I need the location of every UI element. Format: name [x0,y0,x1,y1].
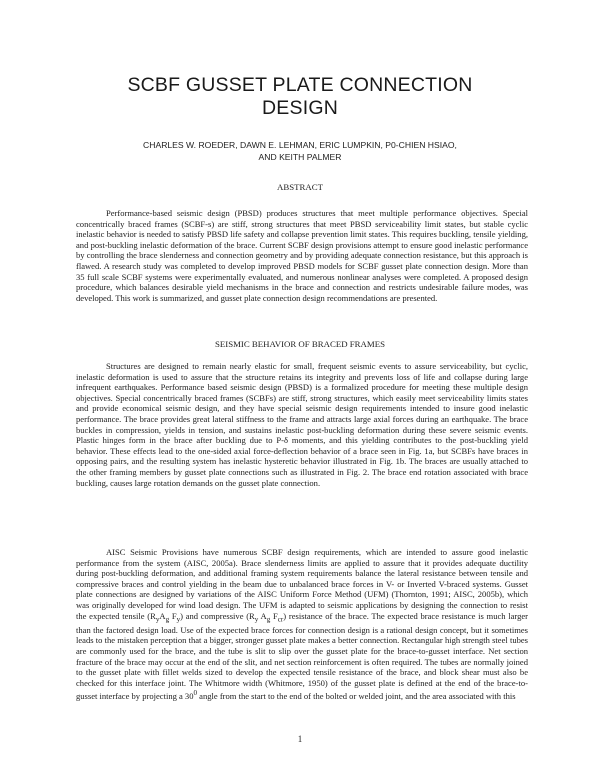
p2-subscript-g-1: g [165,615,170,624]
section-heading-seismic-behavior: SEISMIC BEHAVIOR OF BRACED FRAMES [215,339,385,349]
p2-subscript-ry-2: y [254,615,259,624]
p2-text-part-4: angle from the start to the end of the bolted or welded joint, and the area associated with this [197,691,516,702]
p2-text-part-2: ) and compressive (R [180,610,255,621]
p2-subscript-y-1: y [176,615,181,624]
p2-symbol-f-2: F [270,610,278,621]
p2-subscript-g-2: g [266,615,271,624]
p2-symbol-a-2: A [258,610,267,621]
body-paragraph-1: Structures are designed to remain nearly elastic for small, frequent seismic events to assure serviceability, but cyclic, inelastic deformation is used to assure that the structure retains its integrity and prevents loss of life and collapse during large infrequent earthquakes. Performance based seismic design (PBSD) is a formalized procedure for meeting these multiple design objectives. Special concentrically braced frames (SCBFs) are stiff, strong structures, which easily meet serviceability limits states and provide economical seismic design, and they have special seismic design requirements intended to insure good inelastic performance. The brace provides great lateral stiffness to the frame and attracts large axial forces during an earthquake. The brace buckles in compression, yields in tension, and sustains inelastic post-buckling deformation during these severe seismic events. Plastic hinges form in the brace after buckling due to P-δ moments, and this yielding contributes to the post-buckling yield behavior. These effects lead to the one-sided axial force-deflection behavior of a brace seen in Fig. 1a, but SCBFs have braces in opposing pairs, and the resulting system has inelastic hysteretic behavior illustrated in Fig. 1b. The braces are usually attached to the other framing members by gusset plate connections such as illustrated in Fig. 2. The brace end rotation associated with brace buckling, causes large rotation demands on the gusset plate connection. [76,361,528,488]
p2-subscript-cr: cr [277,615,284,624]
body-paragraph-2 [76,547,528,702]
abstract-heading: ABSTRACT [277,182,323,192]
p2-symbol-a: A [159,610,166,621]
p2-text-part-1: AISC Seismic Provisions have numerous SCBF design requirements, which are intended to assure good inelastic performance from the system (AISC, 2005a). Brace slenderness limits are applied to assure that it provides adequate ductility during post-buckling deformation, and additional framing system requirements balance the lateral resistance between tensile and compressive braces and control yielding in the beam due to unbalanced brace forces in V- or Inverted V-braced systems. Gusset plate connections are designed by variations of the AISC Uniform Force Method (UFM) (Thornton, 1991; AISC, 2005b), which was originally developed for wind load design. The UFM is adapted to seismic applications by designing the connection to resist the expected tensile (R [76,547,528,621]
abstract-paragraph: Performance-based seismic design (PBSD) produces structures that meet multiple performance objectives. Special concentrically braced frames (SCBF-s) are stiff, strong structures that meet PBSD serviceability limit states, but stable cyclic inelastic behavior is needed to satisfy PBSD life safety and collapse prevention limit states. This requires buckling, tensile yielding, and post-buckling inelastic deformation of the brace. Current SCBF design provisions attempt to ensure good inelastic performance by controlling the brace slenderness and connection geometry and by providing adequate connection resistance, but this approach is flawed. A research study was completed to develop improved PBSD models for SCBF gusset plate connection design. More than 35 full scale SCBF systems were experimentally evaluated, and numerous nonlinear analyses were completed. A proposed design procedure, which balances desirable yield mechanisms in the brace and connection and restricts undesirable failure modes, was developed. This work is summarized, and gusset plate connection design recommendations are presented. [76,208,528,303]
p2-superscript-degree: 0 [193,689,198,698]
authors-line-2: AND KEITH PALMER [258,152,342,162]
p2-text-part-3: ) resistance of the brace. The expected brace resistance is much larger than the factored design load. Use of the expected brace forces for connection design is a rational design concept, but it sometimes leads to the mistaken perception that a bigger, stronger gusset plate makes a better connection. Rectangular high strength steel tubes are commonly used for the brace, and the tube is slit to slip over the gusset plate for the brace-to-gusset interface. Net section fracture of the brace may occur at the end of the slit, and net section reinforcement is often required. The tubes are normally joined to the gusset plate with fillet welds sized to develop the expected tensile resistance of the brace, and block shear must also be checked for this interface joint. The Whitmore width (Whitmore, 1950) of the gusset plate is defined at the end of the brace-to-gusset interface by projecting a 30 [76,610,529,702]
p2-symbol-f: F [169,610,177,621]
author-list [110,139,490,163]
page-number: 1 [297,734,303,744]
paper-title: SCBF GUSSET PLATE CONNECTION DESIGN [127,74,473,119]
p2-subscript-ry-1: y [155,615,160,624]
authors-line-1: CHARLES W. ROEDER, DAWN E. LEHMAN, ERIC LUMPKIN, P0-CHIEN HSIAO, [143,140,457,150]
